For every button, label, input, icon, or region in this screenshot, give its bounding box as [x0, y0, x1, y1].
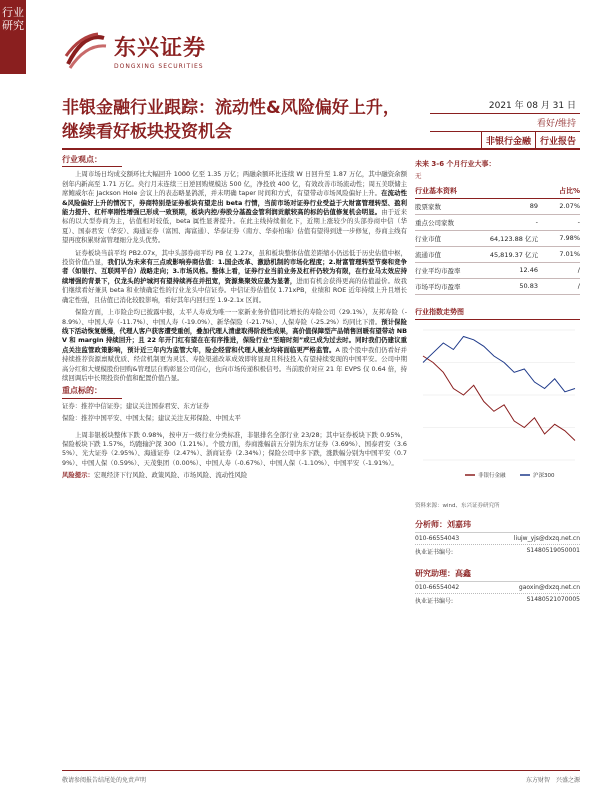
sidebar-line-1: 行业 [2, 6, 24, 19]
footer-disclaimer: 敬请参阅报告结尾处的免责声明 [62, 777, 147, 784]
main-column [62, 155, 407, 484]
market-review: 上周非银板块整体下跌 0.98%，按申万一级行业分类标准，非银排名全部行业 23/28；其中证券板块下跌 0.95%，保险板块下跌 1.57%，均跑输沪深 300（1.21%）。个股方面，券商涨幅前五分别为东方证券（3.69%）、国泰君安（3.65%）、光大证券（2.95%）、海通证券（2.47%）、浙商证券（2.34%）；保险公司中多下跌，涨跌幅分别为中国平安（0.79%）、中国人保（0.59%）、天茂集团（0.00%）、中国人寿（-0.67%）、中国人保（-1.10%）、中国平安（-1.91%）。 [62, 430, 407, 467]
table-cell-label: 股票家数 [415, 203, 441, 211]
p3-text: 保险方面，上市险企均已披露中报，太平人寿成为唯一一家新业务价值同比增长的寿险公司（29.1%），友邦寿险（-8.9%）、中国人寿（-11.7%）、中国人寿（-19.0%）、新华保险（-21.7%）、人保寿险（-25.2%）均同比下滑。 [62, 308, 407, 326]
table-row [415, 231, 580, 247]
sidebar-line-2: 研究 [2, 19, 24, 32]
brand-logo [60, 28, 206, 72]
table-row [415, 247, 580, 263]
viewpoint-paragraph-3 [62, 308, 407, 383]
table-cell-label: 重点公司家数 [415, 219, 454, 227]
p2-bold: 我们认为未来有三点或影响券商估值：1.国企改革、激励机制的市场化程度；2.财富管理转型节奏和竞争者（如银行、互联网平台）战略走向；3.市场风格。整体上看，证券行业当前业务及杠杆仍较为有限，在行业马太效应持续增强的背景下，仅龙头的护城河有望持续再在并扭宽，资源集聚效应最为显著， [62, 258, 407, 285]
table-row [415, 215, 580, 231]
outlook-value: 无 [415, 172, 422, 180]
analyst-card [415, 519, 580, 558]
table-row [415, 199, 580, 215]
header-divider [62, 148, 580, 150]
risk-text: 宏观经济下行风险、政策风险、市场风险、流动性风险 [93, 471, 248, 480]
analyst-card [415, 568, 580, 607]
analyst-name: 分析师：刘嘉玮 [415, 519, 580, 533]
index-trend-chart [415, 320, 580, 495]
series-line-1 [423, 337, 575, 392]
page-footer [62, 770, 580, 784]
analyst-cert [415, 545, 580, 558]
cert-label: 执业证书编号: [415, 598, 454, 605]
table-cell-pct: 2.07% [559, 202, 580, 210]
table-row [415, 279, 580, 295]
brand-name-en: DONGXING SECURITIES [114, 62, 204, 70]
analyst-name: 研究助理：高鑫 [415, 568, 580, 582]
table-cell-value: 12.46 [519, 266, 538, 274]
analyst-email[interactable]: gaoxin@dxzq.net.cn [518, 584, 580, 591]
focus-heading: 重点标的： [62, 386, 122, 398]
analyst-cert [415, 594, 580, 607]
tag-industry: 非银行金融 [481, 132, 535, 149]
table-row [415, 263, 580, 279]
risk-heading: 风险提示： [62, 471, 94, 480]
outlook-label: 未来 3-6 个月行业大事： [415, 160, 496, 168]
focus-securities: 证券：推荐中信证券；建议关注国泰君安、东方证券 [62, 401, 209, 410]
risk-line [62, 471, 407, 480]
table-cell-value: 89 [529, 202, 538, 210]
legend-label: 非银行金融 [478, 473, 506, 479]
viewpoint-paragraph-2 [62, 249, 407, 305]
table-cell-label: 市场平均市盈率 [415, 283, 461, 291]
chart-heading: 行业指数走势图 [415, 305, 580, 320]
p3-bold: 预计保险线下活动恢复缓慢，代理人客户获客遭受重创，叠加代理人清虚取得阶段性成果，高价值保障型产品销售回暖有望带动 NBV 和 margin 持续回升； [62, 317, 407, 345]
series-line-0 [423, 356, 575, 441]
table-cell-pct: 7.01% [559, 250, 580, 258]
table-cell-value: 45,819.37 亿元 [489, 251, 538, 259]
industry-table-title: 行业基本资料 [415, 187, 457, 195]
analyst-phone: 010-66554042 [415, 584, 460, 591]
viewpoint-paragraph-1 [62, 170, 407, 245]
table-cell-label: 流通市值 [415, 251, 441, 259]
sidebar-tag [0, 0, 26, 74]
p2-text: 证券板块当前平均 PB2.07x，其中头部券商平均 PB 仅 1.27x，虽和板块整体估值差距缩小仍远低于历史估值中枢，投资价值凸显， [62, 248, 407, 267]
p1-text: 上周市场日均成交额环比大幅回升 1000 亿至 1.35 万亿；两融余额环比连续 W 日回升至 1.87 万亿，其中融资余额创年内新高至 1.71 万亿。央行月末连续三日逆回购规模达 500 亿，净投放 400 亿，有效改善市场流动性；周五美联储主席鲍威尔在 Jackson Hole 会议上的表态略显鸽派，并未明确 taper 时间和方式，有望带动市场风险偏好上升。 [62, 170, 407, 198]
footer-slogan: 东方财智 兴盛之源 [525, 777, 580, 784]
table-cell-pct: 7.98% [559, 234, 580, 242]
p3-tail: A 股个股中我们仍看好并持续推荐资源禀赋优质、经营机制更为灵活、寿险渠道改革成效即将显现且科技投入有望持续变现的中国平安。公司中期高分红和大规模股份回购&管理层自购彰显公司信心，也向市场传递积极信号。当前股价对应 21 年 EVPS 仅 0.64 倍，持续回调后中长期投资价值和配置价值凸显。 [62, 345, 408, 382]
p1-bold: 在流动性&风险偏好上升的情况下，券商特别是证券板块有望走出 beta 行情，当前市场对证券行业受益于大财富管理转型、盈利能力提升、杠杆率刚性增强已形成一致预期，板块内控/券股分基盈金管利润贡献较高的标的估值修复机会明显。 [62, 189, 408, 217]
table-cell-value: 50.83 [519, 282, 538, 290]
table-cell-pct: / [577, 282, 580, 290]
analyst-contact [415, 533, 580, 545]
cert-number: S1480521070005 [526, 596, 580, 603]
analyst-phone: 010-66554043 [415, 535, 460, 542]
report-rating: 看好/维持 [430, 114, 580, 132]
brand-name: 东兴证券 [114, 35, 207, 61]
report-title: 非银金融行业跟踪：流动性&风险偏好上升，继续看好板块投资机会 [62, 98, 400, 142]
table-cell-pct: - [577, 218, 580, 226]
industry-table-header [415, 184, 580, 199]
focus-insurance: 保险：推荐中国平安、中国太保；建议关注友邦保险、中国太平 [62, 414, 241, 423]
viewpoint-heading: 行业观点： [62, 155, 122, 167]
p1-tail: 由于近来标的以大型券商为主，估值相对较低，beta 属性显著提升。在此主线持续催化下，近期上涨较少的头部券商中信（华夏）、国泰君安（华安）、海通证券（富国、海富通）、华泰证券（南方、华泰柏瑞）估值有望得到进一步修复，券商主线有望再度积累财富管理细分龙头优势。 [62, 208, 407, 245]
sidebar-info [415, 155, 580, 607]
cert-number: S1480519050001 [526, 547, 580, 554]
p3-bold-2: 且 22 年开门红有望在在有序推进，保险行业“至暗时刻”或已成为过去时。同时我们仍建议重点关注监管政策影响，预计近三年内为监管大年，险企经营和代理人展业均将面临更严格监管。 [62, 336, 407, 354]
chart-source: 资料来源：wind、东兴证券研究所 [415, 503, 500, 509]
logo-icon [60, 28, 108, 72]
analyst-contact [415, 582, 580, 594]
table-cell-pct: / [577, 266, 580, 274]
table-cell-value: - [535, 218, 538, 226]
analyst-block [415, 519, 580, 607]
table-cell-value: 64,123.88 亿元 [489, 235, 538, 243]
industry-table [415, 199, 580, 295]
cert-label: 执业证书编号: [415, 549, 454, 556]
tag-type: 行业报告 [535, 132, 580, 149]
table-cell-label: 行业平均市盈率 [415, 267, 461, 275]
report-meta [430, 96, 580, 150]
report-date: 2021 年 08 月 31 日 [430, 96, 580, 114]
analyst-email[interactable]: liujw_yjs@dxzq.net.cn [513, 535, 580, 542]
industry-table-col: 占比% [558, 187, 580, 195]
legend-label: 沪深300 [533, 473, 555, 479]
table-cell-label: 行业市值 [415, 235, 441, 243]
p2-tail: 进而有机会获得更高的估值溢价。故我们继续看好兼具 beta 和业绩确定性的行业龙头中信证券。中信证券估值仅 1.71xPB，业绩和 ROE 近年持续上升且增长确定性强，且估值已消化较股影响，看好其年内回归至 1.9-2.1x 区间。 [62, 276, 407, 304]
